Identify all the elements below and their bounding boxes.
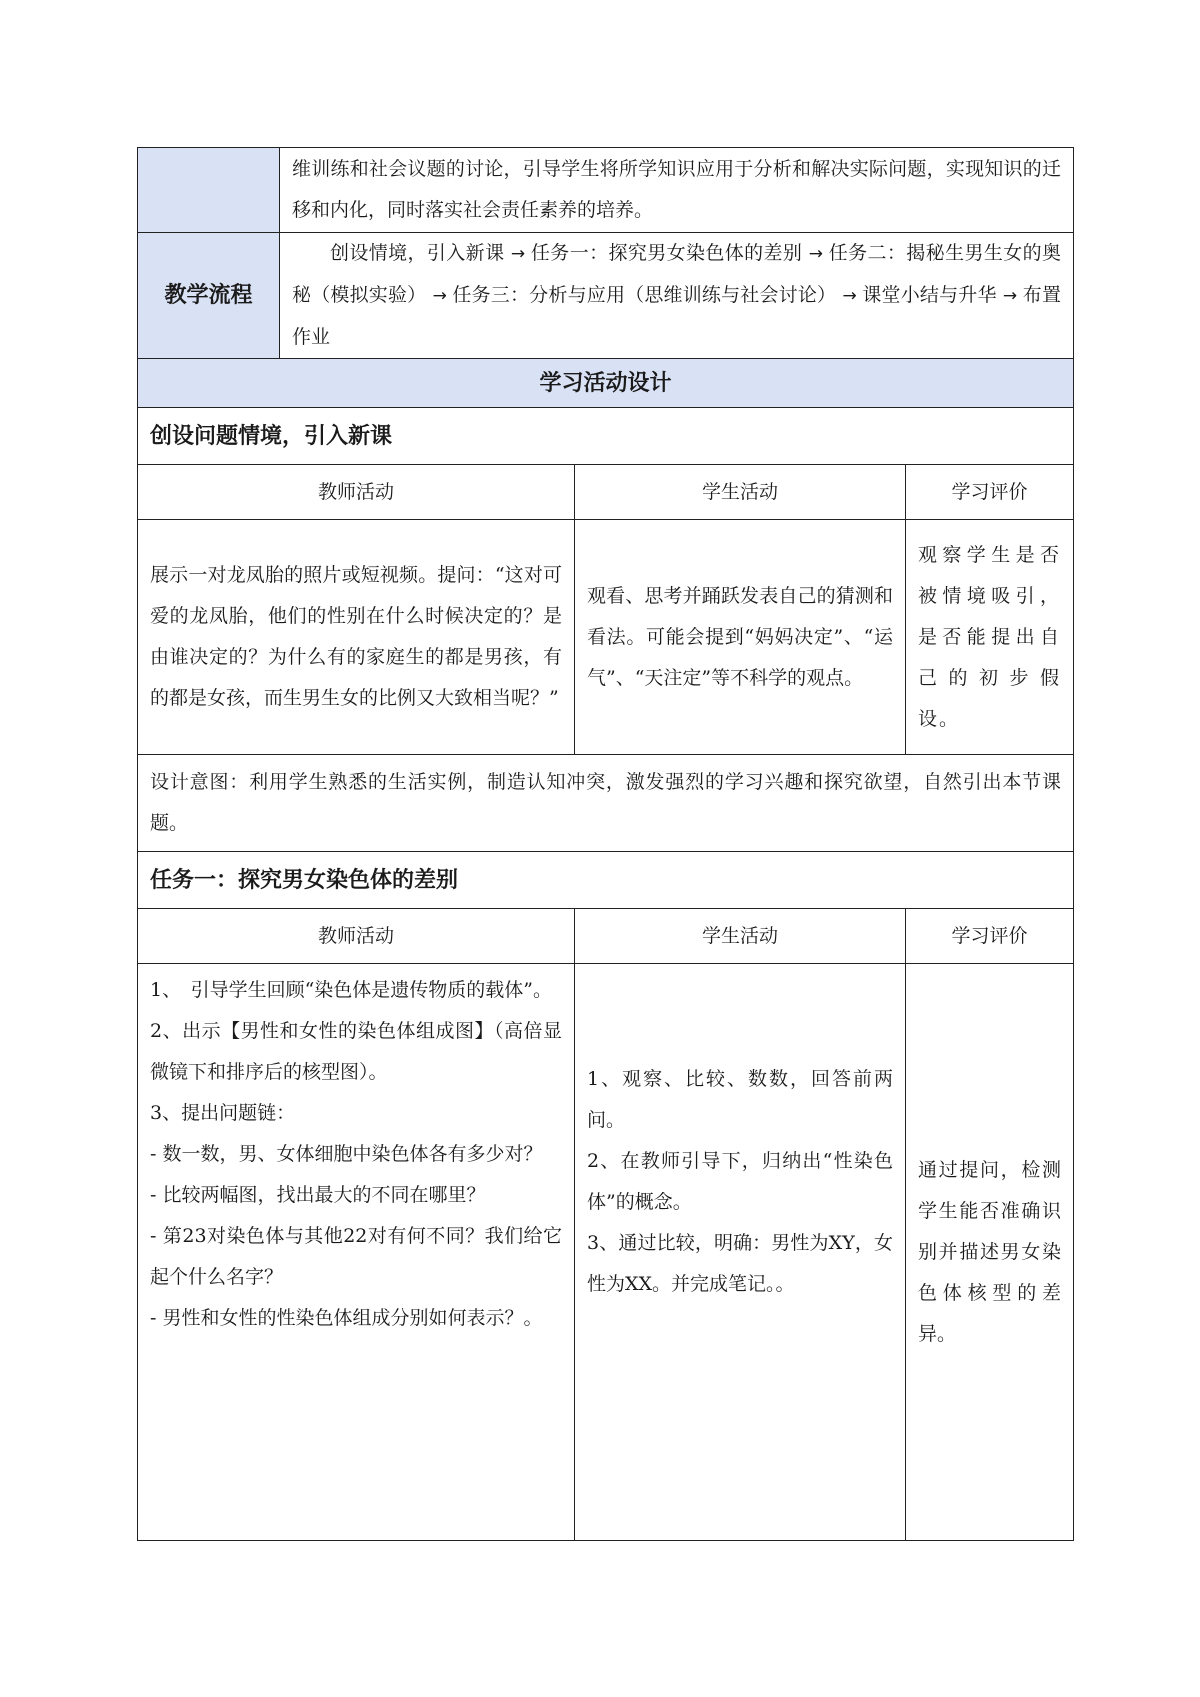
section-2-teacher-line: - 比较两幅图，找出最大的不同在哪里？: [150, 1184, 486, 1206]
objectives-continued-row: [138, 148, 1074, 233]
header-evaluation: 学习评价: [906, 909, 1074, 964]
section-2-content-row: [138, 964, 1074, 1541]
section-2-student-cell: [575, 964, 906, 1541]
section-2-evaluation-text: 通过提问，检测学生能否准确识别并描述男女染色体核型的差异。: [918, 1158, 1062, 1345]
section-1-student-text: 观看、思考并踊跃发表自己的猜测和看法。可能会提到“妈妈决定”、“运气”、“天注定”等不科学的观点。: [587, 584, 893, 689]
section-2-student-line: 2、在教师引导下，归纳出“性染色体”的概念。: [587, 1150, 893, 1213]
column-header-row: [138, 909, 1074, 964]
section-title-row: [138, 852, 1074, 909]
header-student-activity: 学生活动: [575, 909, 906, 964]
section-1-teacher-cell: [138, 520, 575, 755]
section-1-teacher-text: 展示一对龙凤胎的照片或短视频。提问：“这对可爱的龙凤胎，他们的性别在什么时候决定的？是由谁决定的？为什么有的家庭生的都是男孩，有的都是女孩，而生男生女的比例又大致相当呢？”: [150, 564, 562, 709]
objectives-label-cell: [138, 148, 280, 233]
section-2-teacher-line: - 第23对染色体与其他22对有何不同？我们给它起个什么名字？: [150, 1225, 562, 1288]
flow-step-5: 课堂小结与升华: [862, 284, 997, 306]
header-teacher-activity: 教师活动: [138, 909, 575, 964]
teaching-flow-text: [280, 233, 1074, 359]
section-2-teacher-cell: [138, 964, 575, 1541]
flow-step-1: 创设情境，引入新课: [330, 242, 505, 264]
teaching-flow-row: [138, 233, 1074, 359]
section-1-design-intent: 设计意图：利用学生熟悉的生活实例，制造认知冲突，激发强烈的学习兴趣和探究欲望，自然引出本节课题。: [138, 755, 1074, 852]
section-2-teacher-line: 1、 引导学生回顾“染色体是遗传物质的载体”。: [150, 979, 553, 1001]
section-1-intent-row: [138, 755, 1074, 852]
flow-arrow-icon: →: [808, 244, 829, 264]
objectives-text: 维训练和社会议题的讨论，引导学生将所学知识应用于分析和解决实际问题，实现知识的迁移和内化，同时落实社会责任素养的培养。: [280, 148, 1074, 233]
section-2-teacher-line: 3、提出问题链：: [150, 1102, 296, 1124]
header-teacher-activity: 教师活动: [138, 465, 575, 520]
flow-step-2: 任务一：探究男女染色体的差别: [530, 242, 803, 264]
section-title-row: [138, 408, 1074, 465]
activity-design-band: 学习活动设计: [138, 359, 1074, 408]
section-1-evaluation-cell: [906, 520, 1074, 755]
header-student-activity: 学生活动: [575, 465, 906, 520]
section-1-title: 创设问题情境，引入新课: [138, 408, 1074, 465]
activity-design-band-row: [138, 359, 1074, 408]
section-2-evaluation-cell: [906, 964, 1074, 1541]
section-2-teacher-line: - 男性和女性的性染色体组成分别如何表示？。: [150, 1307, 543, 1329]
flow-arrow-icon: →: [842, 286, 863, 306]
section-1-student-cell: [575, 520, 906, 755]
flow-arrow-icon: →: [432, 286, 453, 306]
teaching-flow-label: 教学流程: [138, 233, 280, 359]
section-1-content-row: [138, 520, 1074, 755]
section-2-teacher-line: 2、出示【男性和女性的染色体组成图】（高倍显微镜下和排序后的核型图）。: [150, 1020, 562, 1083]
section-2-student-line: 3、通过比较，明确：男性为XY，女性为XX。并完成笔记。。: [587, 1232, 893, 1295]
flow-step-4: 任务三：分析与应用（思维训练与社会讨论）: [452, 284, 837, 306]
section-2-title: 任务一：探究男女染色体的差别: [138, 852, 1074, 909]
flow-arrow-icon: →: [510, 244, 531, 264]
lesson-plan-table: [137, 147, 1074, 1541]
header-evaluation: 学习评价: [906, 465, 1074, 520]
flow-step-6: 布置作业: [292, 284, 1061, 348]
column-header-row: [138, 465, 1074, 520]
flow-step-3: 任务二：揭秘生男生女的奥秘（模拟实验）: [292, 242, 1061, 306]
section-2-student-line: 1、观察、比较、数数，回答前两问。: [587, 1068, 893, 1131]
flow-arrow-icon: →: [1002, 286, 1023, 306]
section-1-evaluation-text: 观察学生是否被情境吸引，是否能提出自己的初步假设。: [918, 543, 1062, 730]
section-2-teacher-line: - 数一数，男、女体细胞中染色体各有多少对？: [150, 1143, 543, 1165]
